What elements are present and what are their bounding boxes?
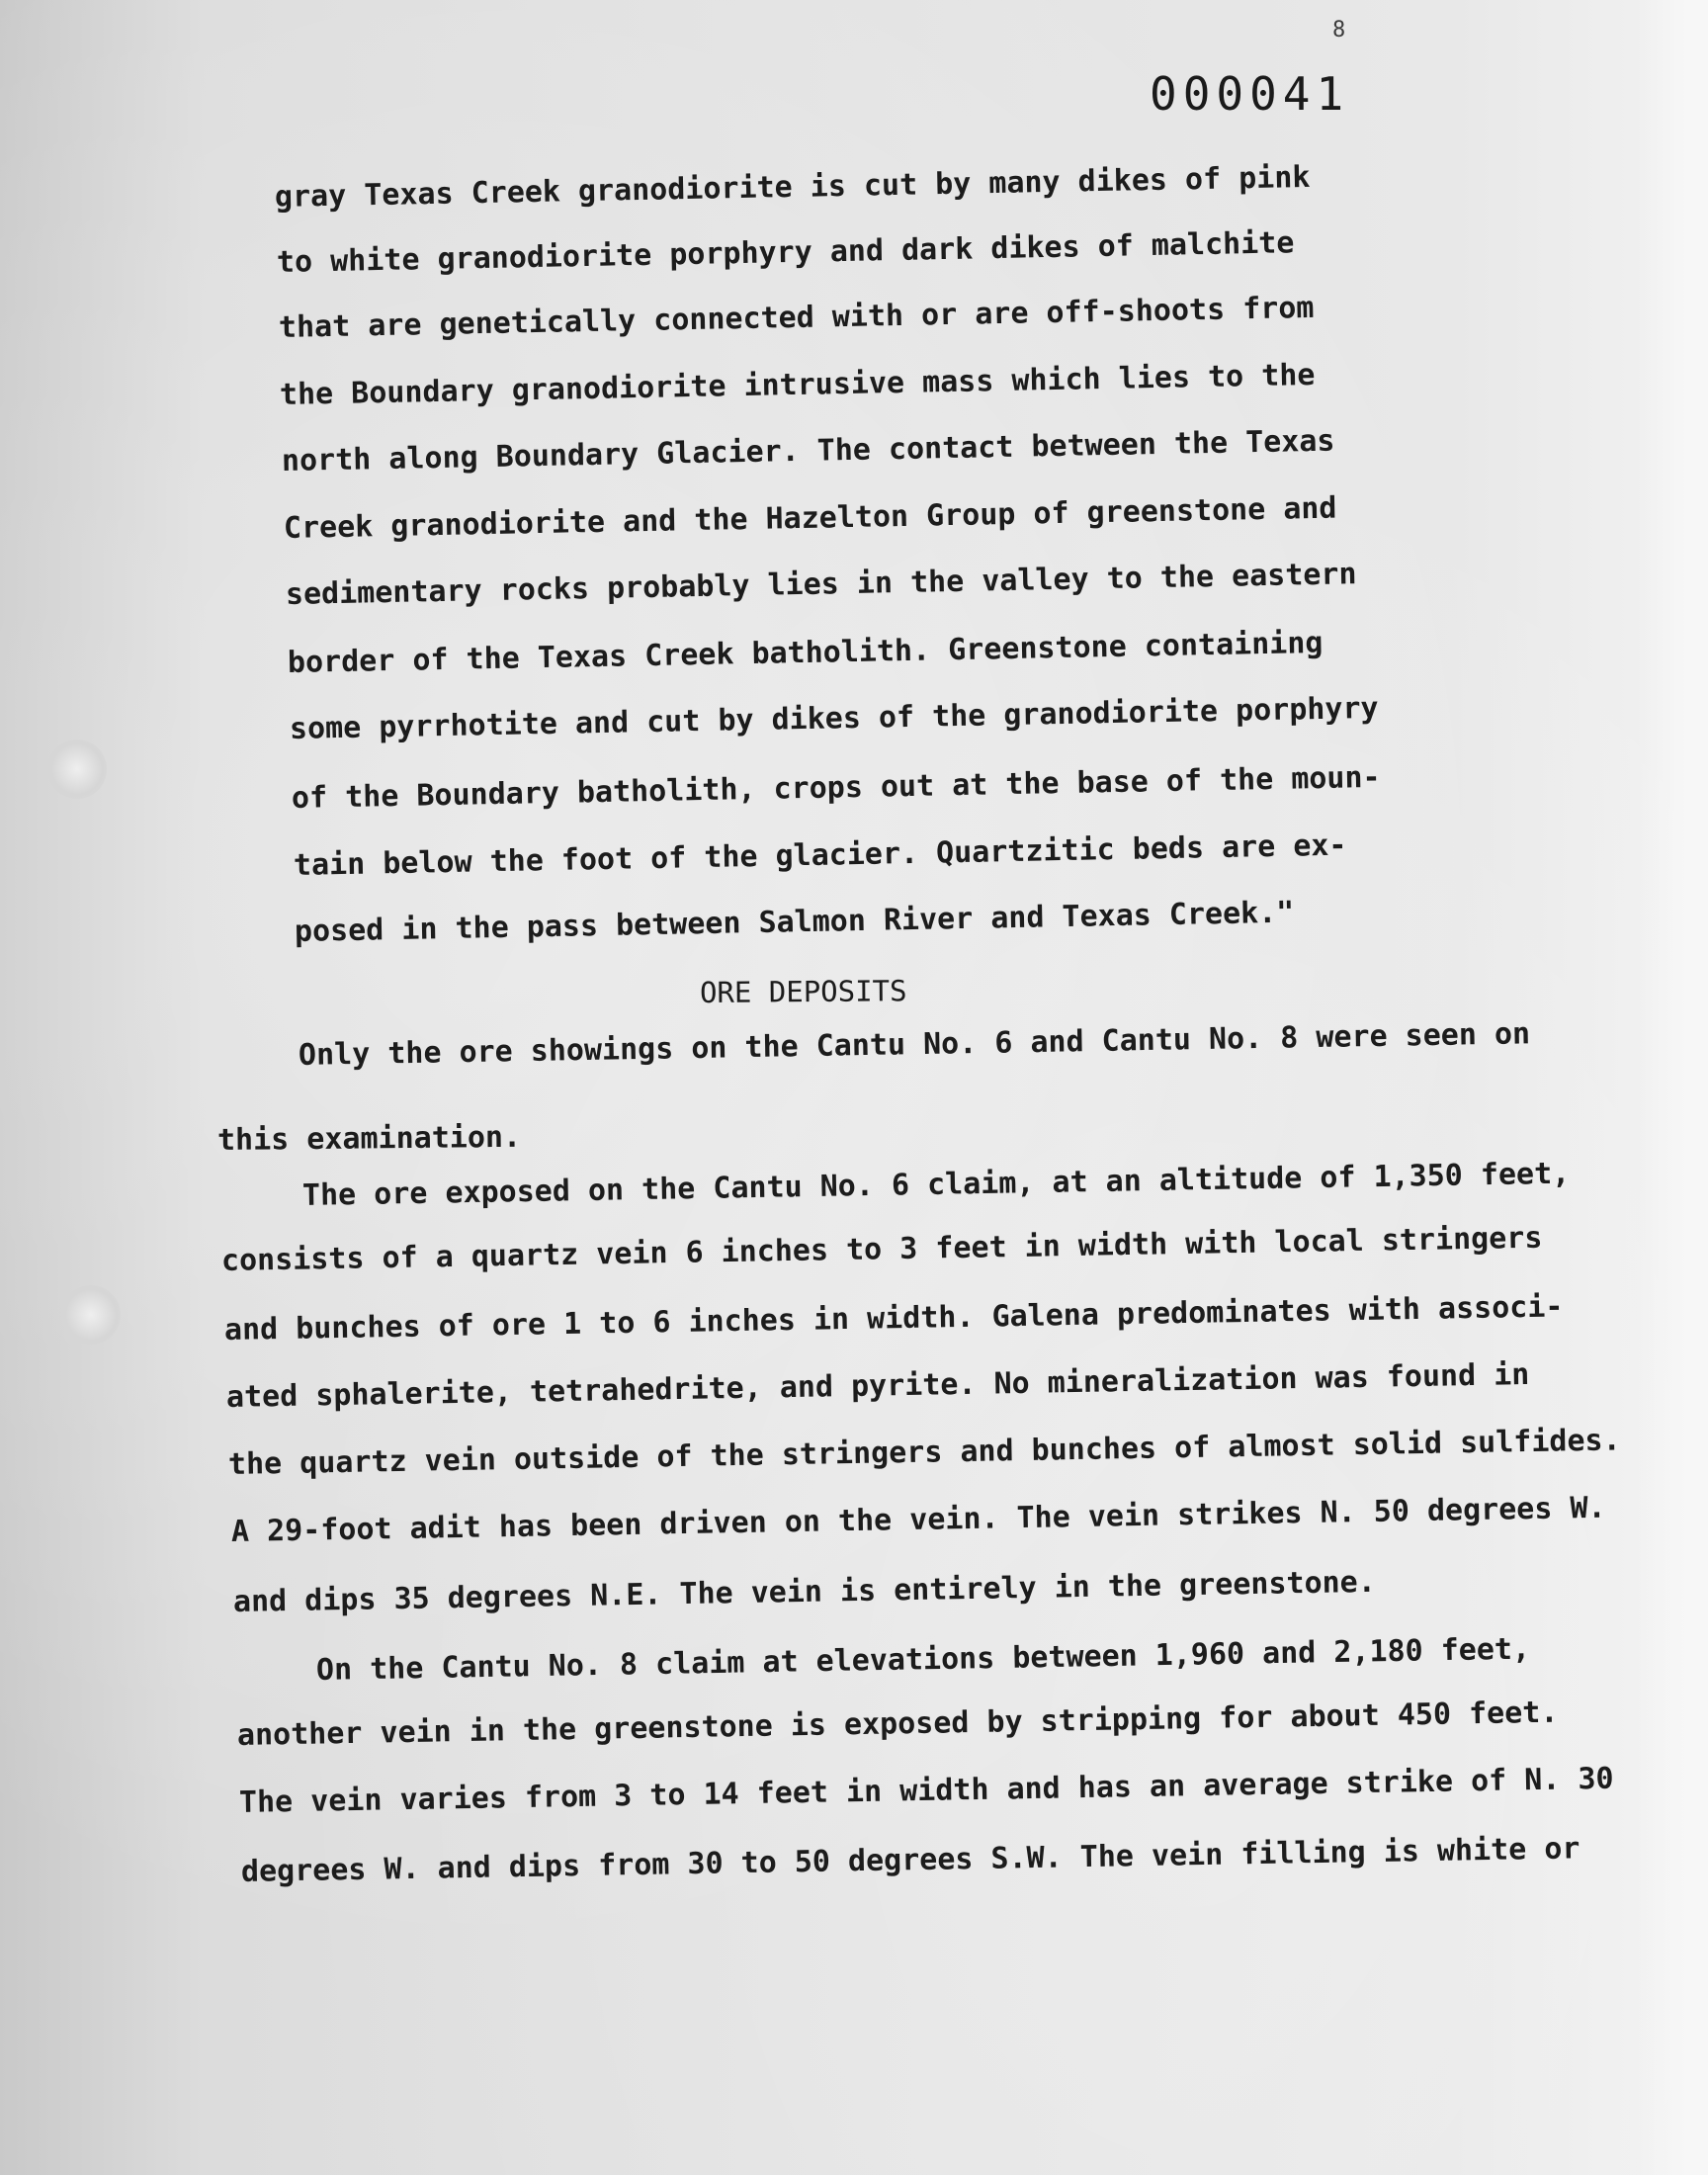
document-id-stamp: 000041 <box>1150 67 1350 121</box>
paragraph-line: north along Boundary Glacier. The contact between the Texas <box>281 423 1335 478</box>
paragraph-line: sedimentary rocks probably lies in the valley to the eastern <box>285 557 1357 612</box>
paragraph-line: Only the ore showings on the Cantu No. 6 and Cantu No. 8 were seen on <box>298 1016 1531 1073</box>
paragraph-line: posed in the pass between Salmon River and Texas Creek." <box>294 895 1295 949</box>
paragraph-line: another vein in the greenstone is exposed by stripping for about 450 feet. <box>236 1695 1559 1753</box>
punch-hole-mark <box>61 1285 121 1345</box>
paragraph-line: of the Boundary batholith, crops out at the base of the moun- <box>291 759 1381 816</box>
punch-hole-mark <box>47 740 107 799</box>
section-heading: ORE DEPOSITS <box>699 974 907 1009</box>
paragraph-line: The ore exposed on the Cantu No. 6 claim, at an altitude of 1,350 feet, <box>301 1156 1571 1213</box>
paragraph-line: Creek granodiorite and the Hazelton Group of greenstone and <box>283 490 1337 546</box>
paragraph-line: gray Texas Creek granodiorite is cut by many dikes of pink <box>274 159 1311 215</box>
paragraph-line: the quartz vein outside of the stringers and bunches of almost solid sulfides. <box>227 1423 1621 1482</box>
paragraph-line: The vein varies from 3 to 14 feet in width and has an average strike of N. 30 <box>238 1761 1614 1820</box>
paragraph-line: tain below the foot of the glacier. Quartzitic beds are ex- <box>293 827 1347 883</box>
paragraph-line: to white granodiorite porphyry and dark dikes of malchite <box>276 225 1295 280</box>
paragraph-line: and dips 35 degrees N.E. The vein is entirely in the greenstone. <box>232 1564 1377 1619</box>
page-edge-shading <box>1639 0 1708 2175</box>
paragraph-line: consists of a quartz vein 6 inches to 3 feet in width with local stringers <box>220 1220 1543 1278</box>
paragraph-line: the Boundary granodiorite intrusive mass which lies to the <box>279 357 1316 412</box>
paragraph-line: ated sphalerite, tetrahedrite, and pyrite. No mineralization was found in <box>225 1356 1530 1415</box>
paragraph-line: some pyrrhotite and cut by dikes of the granodiorite porphyry <box>289 690 1379 746</box>
paragraph-line: A 29-foot adit has been driven on the vein. The vein strikes N. 50 degrees W. <box>230 1490 1606 1549</box>
paragraph-line: that are genetically connected with or are off-shoots from <box>278 290 1315 345</box>
paragraph-line: this examination. <box>216 1119 522 1158</box>
paragraph-line: degrees W. and dips from 30 to 50 degrees S.W. The vein filling is white or <box>240 1831 1580 1889</box>
paragraph-line: and bunches of ore 1 to 6 inches in width. Galena predominates with associ- <box>223 1289 1564 1348</box>
paragraph-line: border of the Texas Creek batholith. Greenstone containing <box>287 625 1324 680</box>
paragraph-line: On the Cantu No. 8 claim at elevations between 1,960 and 2,180 feet, <box>315 1631 1531 1688</box>
page-number: 8 <box>1332 18 1346 43</box>
